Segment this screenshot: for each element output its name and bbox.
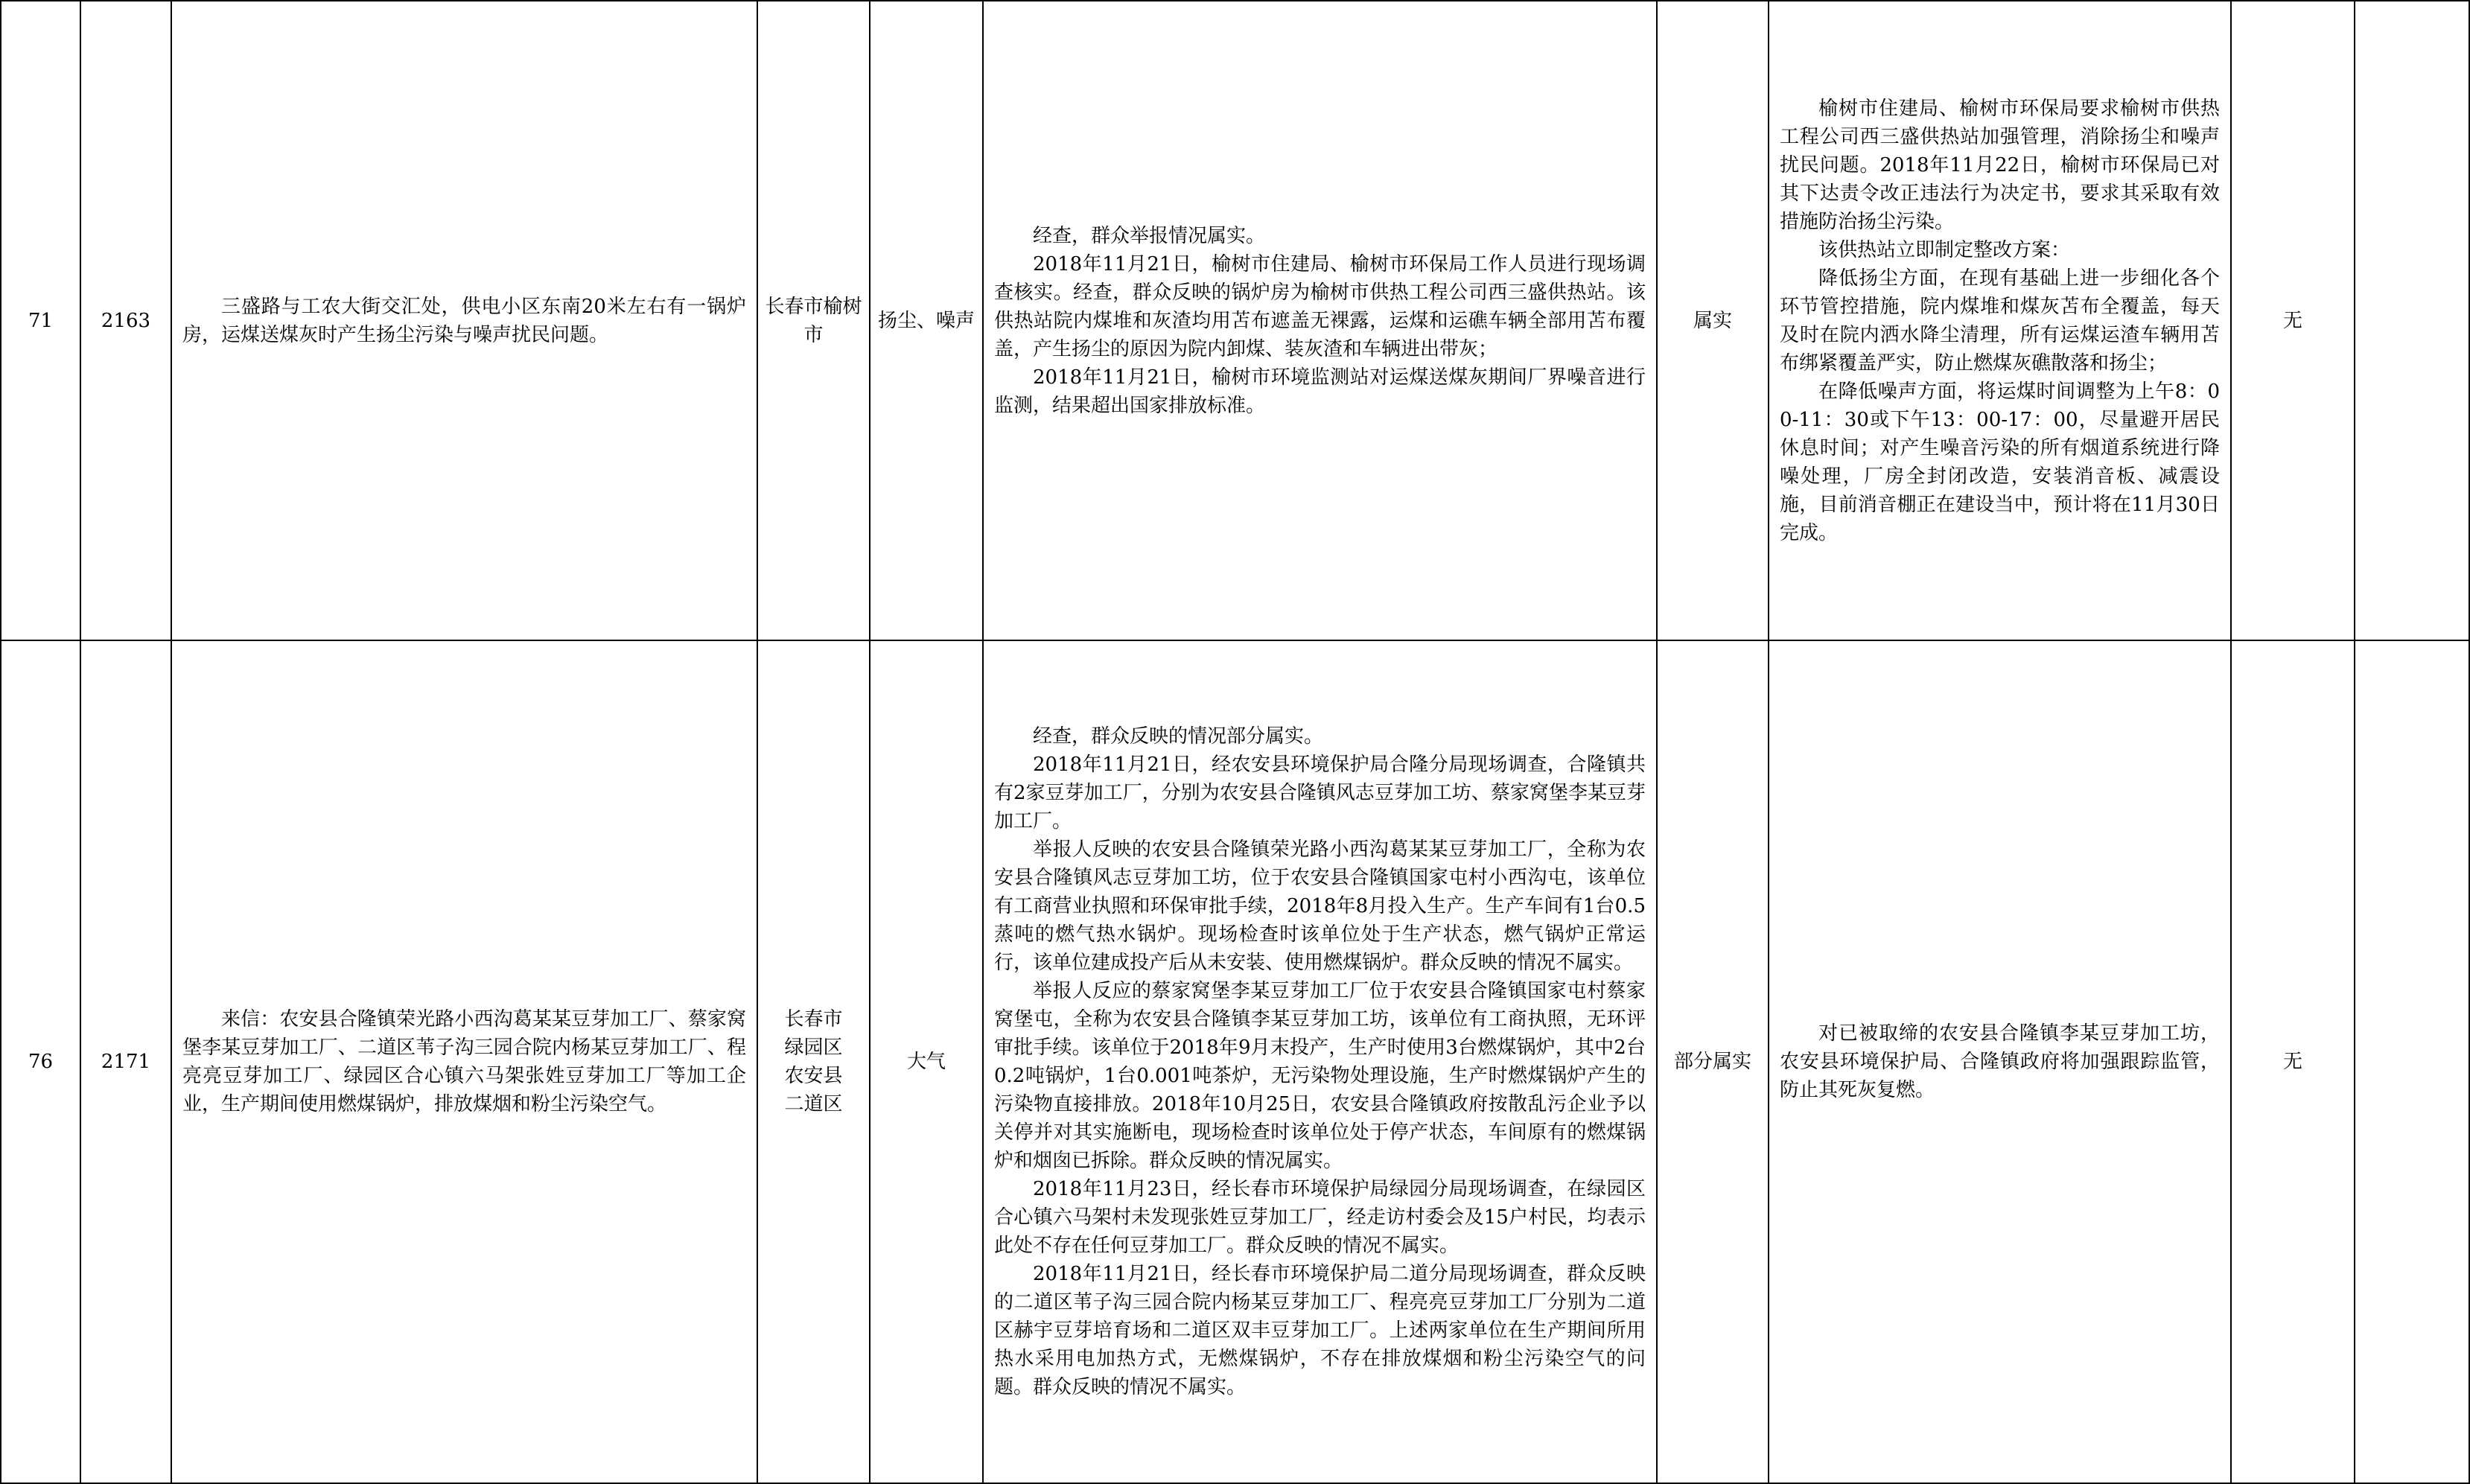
complaint-text: 来信：农安县合隆镇荣光路小西沟葛某某豆芽加工厂、蔡家窝堡李某豆芽加工厂、二道区苇子沟三园合院内杨某豆芽加工厂、程亮亮豆芽加工厂、绿园区合心镇六马架张姓豆芽加工厂等加工企业，生产期间使用燃煤锅炉，排放煤烟和粉尘污染空气。 [182,1008,746,1115]
investigation-paragraph: 举报人反应的蔡家窝堡李某豆芽加工厂位于农安县合隆镇国家屯村蔡家窝堡屯，全称为农安县合隆镇李某豆芽加工坊，该单位有工商执照，无环评审批手续。该单位于2018年9月末投产，生产时使用3台燃煤锅炉，其中2台0.2吨锅炉，1台0.001吨茶炉，无污染物处理设施，生产时燃煤锅炉产生的污染物直接排放。2018年10月25日，农安县合隆镇政府按散乱污企业予以关停并对其实施断电，现场检查时该单位处于停产状态，车间原有的燃煤锅炉和烟囱已拆除。群众反映的情况属实。 [994,980,1646,1172]
table-row [1,640,2469,1483]
table-row [1,1,2469,640]
location-line: 绿园区 [784,1036,843,1059]
handling-paragraph: 榆树市住建局、榆树市环保局要求榆树市供热工程公司西三盛供热站加强管理，消除扬尘和噪声扰民问题。2018年11月22日，榆树市环保局已对其下达责令改正违法行为决定书，要求其采取有效措施防治扬尘污染。 [1780,97,2220,233]
case-number-cell: 2163 [80,1,171,640]
remark-cell [2355,640,2469,1483]
investigation-paragraph: 2018年11月21日，经长春市环境保护局二道分局现场调查，群众反映的二道区苇子沟三园合院内杨某豆芽加工厂、程亮亮豆芽加工厂分别为二道区赫宇豆芽培育场和二道区双丰豆芽加工厂。上述两家单位在生产期间所用热水采用电加热方式，无燃煤锅炉，不存在排放煤烟和粉尘污染空气的问题。群众反映的情况不属实。 [994,1263,1646,1398]
seq-cell: 76 [1,640,80,1483]
location-line: 长春市 [784,1008,843,1031]
location-line: 农安县 [784,1065,843,1087]
investigation-cell [983,640,1657,1483]
handling-paragraph: 对已被取缔的农安县合隆镇李某豆芽加工坊，农安县环境保护局、合隆镇政府将加强跟踪监管，防止其死灰复燃。 [1780,1022,2220,1101]
investigation-paragraph: 经查，群众举报情况属实。 [1033,224,1266,247]
pollution-type-cell: 大气 [870,640,983,1483]
pollution-type-cell: 扬尘、噪声 [870,1,983,640]
handling-paragraph: 在降低噪声方面，将运煤时间调整为上午8：00-11：30或下午13：00-17：00，尽量避开居民休息时间；对产生噪音污染的所有烟道系统进行降噪处理，厂房全封闭改造，安装消音板、减震设施，目前消音棚正在建设当中，预计将在11月30日完成。 [1780,380,2220,544]
accountability-cell: 无 [2231,1,2355,640]
seq-cell: 71 [1,1,80,640]
handling-cell [1769,1,2231,640]
investigation-cell [983,1,1657,640]
investigation-paragraph: 经查，群众反映的情况部分属实。 [1033,725,1324,748]
handling-cell [1769,640,2231,1483]
verdict-cell: 属实 [1657,1,1769,640]
investigation-paragraph: 2018年11月23日，经长春市环境保护局绿园分局现场调查，在绿园区合心镇六马架村未发现张姓豆芽加工厂，经走访村委会及15户村民，均表示此处不存在任何豆芽加工厂。群众反映的情况不属实。 [994,1178,1646,1257]
investigation-paragraph: 2018年11月21日，经农安县环境保护局合隆分局现场调查，合隆镇共有2家豆芽加工厂，分别为农安县合隆镇风志豆芽加工坊、蔡家窝堡李某豆芽加工厂。 [994,754,1646,832]
location-cell [757,640,870,1483]
complaint-cell [171,640,757,1483]
location-cell: 长春市榆树市 [757,1,870,640]
location-line: 二道区 [784,1093,843,1115]
complaint-text: 三盛路与工农大街交汇处，供电小区东南20米左右有一锅炉房，运煤送煤灰时产生扬尘污染与噪声扰民问题。 [182,295,746,346]
accountability-cell: 无 [2231,640,2355,1483]
complaint-cell [171,1,757,640]
handling-paragraph: 该供热站立即制定整改方案： [1818,238,2071,261]
investigation-paragraph: 2018年11月21日，榆树市环境监测站对运煤送煤灰期间厂界噪音进行监测，结果超出国家排放标准。 [994,366,1646,417]
investigation-paragraph: 2018年11月21日，榆树市住建局、榆树市环保局工作人员进行现场调查核实。经查，群众反映的锅炉房为榆树市供热工程公司西三盛供热站。该供热站院内煤堆和灰渣均用苫布遮盖无裸露，运煤和运礁车辆全部用苫布覆盖，产生扬尘的原因为院内卸煤、装灰渣和车辆进出带灰； [994,252,1646,360]
investigation-paragraph: 举报人反映的农安县合隆镇荣光路小西沟葛某某豆芽加工厂，全称为农安县合隆镇风志豆芽加工坊，位于农安县合隆镇国家屯村小西沟屯，该单位有工商营业执照和环保审批手续，2018年8月投入生产。生产车间有1台0.5蒸吨的燃气热水锅炉。现场检查时该单位处于生产状态，燃气锅炉正常运行，该单位建成投产后从未安装、使用燃煤锅炉。群众反映的情况不属实。 [994,838,1646,974]
case-number-cell: 2171 [80,640,171,1483]
verdict-cell: 部分属实 [1657,640,1769,1483]
remark-cell [2355,1,2469,640]
handling-paragraph: 降低扬尘方面，在现有基础上进一步细化各个环节管控措施，院内煤堆和煤灰苫布全覆盖，每天及时在院内洒水降尘清理，所有运煤运渣车辆用苫布绑紧覆盖严实，防止燃煤灰礁散落和扬尘； [1780,267,2220,375]
